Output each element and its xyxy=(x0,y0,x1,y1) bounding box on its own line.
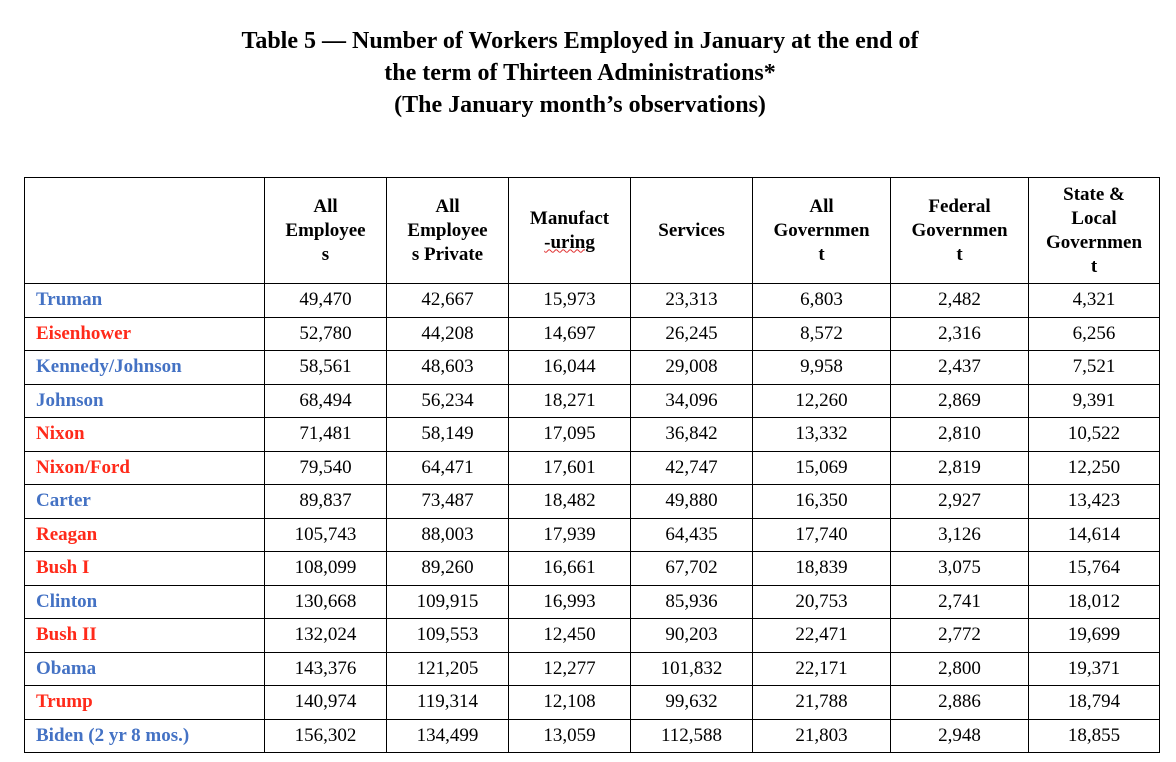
table-row xyxy=(25,384,1160,418)
header-all-gov-l2: Governmen xyxy=(773,219,870,241)
table-cell: 143,376 xyxy=(265,652,387,686)
table-cell: 67,702 xyxy=(631,552,753,586)
table-cell: 49,880 xyxy=(631,485,753,519)
table-cell: 58,149 xyxy=(387,418,509,452)
table-cell: 21,803 xyxy=(753,719,891,753)
table-cell: 2,482 xyxy=(891,284,1029,318)
table-cell: 52,780 xyxy=(265,317,387,351)
table-cell: 49,470 xyxy=(265,284,387,318)
table-cell: 13,332 xyxy=(753,418,891,452)
table-cell: 44,208 xyxy=(387,317,509,351)
administration-name: Clinton xyxy=(25,585,265,619)
header-all-employees-private xyxy=(387,178,509,284)
table-row xyxy=(25,518,1160,552)
table-cell: 2,819 xyxy=(891,451,1029,485)
table-cell: 134,499 xyxy=(387,719,509,753)
table-cell: 2,437 xyxy=(891,351,1029,385)
administration-name: Kennedy/Johnson xyxy=(25,351,265,385)
table-cell: 12,108 xyxy=(509,686,631,720)
table-cell: 132,024 xyxy=(265,619,387,653)
header-state-l1: State & xyxy=(1063,183,1125,205)
table-cell: 2,869 xyxy=(891,384,1029,418)
header-all-employees-l2: Employee xyxy=(285,219,366,241)
administration-name: Trump xyxy=(25,686,265,720)
table-cell: 2,810 xyxy=(891,418,1029,452)
table-cell: 17,601 xyxy=(509,451,631,485)
table-cell: 3,126 xyxy=(891,518,1029,552)
table-cell: 26,245 xyxy=(631,317,753,351)
table-body xyxy=(25,284,1160,753)
header-private-l3: s Private xyxy=(411,243,484,265)
table-cell: 89,837 xyxy=(265,485,387,519)
table-cell: 18,839 xyxy=(753,552,891,586)
table-row xyxy=(25,284,1160,318)
table-cell: 2,948 xyxy=(891,719,1029,753)
table-cell: 17,740 xyxy=(753,518,891,552)
table-cell: 13,423 xyxy=(1029,485,1160,519)
table-cell: 108,099 xyxy=(265,552,387,586)
table-row xyxy=(25,351,1160,385)
employment-table xyxy=(24,177,1160,753)
table-cell: 2,886 xyxy=(891,686,1029,720)
table-cell: 3,075 xyxy=(891,552,1029,586)
table-cell: 12,260 xyxy=(753,384,891,418)
table-cell: 22,171 xyxy=(753,652,891,686)
header-all-employees-l1: All xyxy=(313,195,338,217)
header-all-gov-l1: All xyxy=(809,195,834,217)
table-cell: 109,915 xyxy=(387,585,509,619)
table-cell: 21,788 xyxy=(753,686,891,720)
table-cell: 79,540 xyxy=(265,451,387,485)
header-federal-l2: Governmen xyxy=(911,219,1008,241)
table-cell: 2,741 xyxy=(891,585,1029,619)
table-cell: 15,764 xyxy=(1029,552,1160,586)
header-state-local-government xyxy=(1029,178,1160,284)
table-cell: 14,614 xyxy=(1029,518,1160,552)
table-cell: 2,927 xyxy=(891,485,1029,519)
table-cell: 12,277 xyxy=(509,652,631,686)
table-cell: 29,008 xyxy=(631,351,753,385)
table-cell: 19,699 xyxy=(1029,619,1160,653)
table-cell: 156,302 xyxy=(265,719,387,753)
table-cell: 9,958 xyxy=(753,351,891,385)
administration-name: Truman xyxy=(25,284,265,318)
header-manufacturing-l1: Manufact xyxy=(529,207,610,229)
table-cell: 18,271 xyxy=(509,384,631,418)
title-line-3: (The January month’s observations) xyxy=(394,92,766,118)
header-manufacturing-l2: -uring xyxy=(544,231,595,253)
table-cell: 105,743 xyxy=(265,518,387,552)
table-cell: 16,993 xyxy=(509,585,631,619)
table-cell: 56,234 xyxy=(387,384,509,418)
table-cell: 17,939 xyxy=(509,518,631,552)
header-state-l3: Governmen xyxy=(1045,231,1143,253)
table-row xyxy=(25,585,1160,619)
table-cell: 130,668 xyxy=(265,585,387,619)
header-administration xyxy=(25,178,265,284)
administration-name: Carter xyxy=(25,485,265,519)
header-services: Services xyxy=(631,178,753,284)
table-cell: 140,974 xyxy=(265,686,387,720)
table-cell: 109,553 xyxy=(387,619,509,653)
header-private-l1: All xyxy=(435,195,460,217)
table-cell: 18,012 xyxy=(1029,585,1160,619)
table-cell: 34,096 xyxy=(631,384,753,418)
table-row xyxy=(25,719,1160,753)
header-all-gov-l3: t xyxy=(818,243,825,265)
header-state-l4: t xyxy=(1090,255,1098,277)
table-cell: 22,471 xyxy=(753,619,891,653)
header-row xyxy=(25,178,1160,284)
table-cell: 16,044 xyxy=(509,351,631,385)
table-cell: 121,205 xyxy=(387,652,509,686)
table-cell: 88,003 xyxy=(387,518,509,552)
table-cell: 2,316 xyxy=(891,317,1029,351)
table-cell: 23,313 xyxy=(631,284,753,318)
table-cell: 2,800 xyxy=(891,652,1029,686)
header-private-l2: Employee xyxy=(407,219,488,241)
table-cell: 42,747 xyxy=(631,451,753,485)
administration-name: Nixon xyxy=(25,418,265,452)
table-cell: 20,753 xyxy=(753,585,891,619)
table-cell: 2,772 xyxy=(891,619,1029,653)
table-cell: 12,450 xyxy=(509,619,631,653)
header-all-employees xyxy=(265,178,387,284)
table-row xyxy=(25,418,1160,452)
administration-name: Johnson xyxy=(25,384,265,418)
table-cell: 10,522 xyxy=(1029,418,1160,452)
administration-name: Bush I xyxy=(25,552,265,586)
table-cell: 119,314 xyxy=(387,686,509,720)
administration-name: Reagan xyxy=(25,518,265,552)
table-row xyxy=(25,619,1160,653)
table-cell: 17,095 xyxy=(509,418,631,452)
table-cell: 99,632 xyxy=(631,686,753,720)
administration-name: Biden (2 yr 8 mos.) xyxy=(25,719,265,753)
table-cell: 89,260 xyxy=(387,552,509,586)
header-federal-l1: Federal xyxy=(928,195,991,217)
header-manufacturing xyxy=(509,178,631,284)
table-cell: 8,572 xyxy=(753,317,891,351)
table-cell: 6,803 xyxy=(753,284,891,318)
administration-name: Nixon/Ford xyxy=(25,451,265,485)
table-cell: 58,561 xyxy=(265,351,387,385)
administration-name: Bush II xyxy=(25,619,265,653)
table-cell: 90,203 xyxy=(631,619,753,653)
header-all-government xyxy=(753,178,891,284)
table-cell: 71,481 xyxy=(265,418,387,452)
administration-name: Eisenhower xyxy=(25,317,265,351)
table-cell: 64,471 xyxy=(387,451,509,485)
table-cell: 18,794 xyxy=(1029,686,1160,720)
table-cell: 42,667 xyxy=(387,284,509,318)
table-cell: 14,697 xyxy=(509,317,631,351)
header-all-employees-l3: s xyxy=(321,243,330,265)
table-row xyxy=(25,652,1160,686)
title-line-2: the term of Thirteen Administrations* xyxy=(384,60,776,86)
table-cell: 101,832 xyxy=(631,652,753,686)
table-cell: 4,321 xyxy=(1029,284,1160,318)
table-cell: 18,855 xyxy=(1029,719,1160,753)
table-cell: 15,973 xyxy=(509,284,631,318)
table-row xyxy=(25,686,1160,720)
table-cell: 16,661 xyxy=(509,552,631,586)
table-cell: 15,069 xyxy=(753,451,891,485)
table-cell: 112,588 xyxy=(631,719,753,753)
table-cell: 9,391 xyxy=(1029,384,1160,418)
table-cell: 48,603 xyxy=(387,351,509,385)
table-cell: 64,435 xyxy=(631,518,753,552)
table-cell: 68,494 xyxy=(265,384,387,418)
table-cell: 12,250 xyxy=(1029,451,1160,485)
administration-name: Obama xyxy=(25,652,265,686)
table-cell: 73,487 xyxy=(387,485,509,519)
table-title xyxy=(180,25,980,121)
table-row xyxy=(25,317,1160,351)
table-cell: 16,350 xyxy=(753,485,891,519)
table-row xyxy=(25,485,1160,519)
table-row xyxy=(25,552,1160,586)
table-cell: 13,059 xyxy=(509,719,631,753)
table-cell: 18,482 xyxy=(509,485,631,519)
header-federal-l3: t xyxy=(956,243,963,265)
table-cell: 7,521 xyxy=(1029,351,1160,385)
table-cell: 85,936 xyxy=(631,585,753,619)
header-federal-government xyxy=(891,178,1029,284)
header-state-l2: Local xyxy=(1071,207,1117,229)
title-line-1: Table 5 — Number of Workers Employed in January at the end of xyxy=(241,28,919,54)
table-cell: 36,842 xyxy=(631,418,753,452)
table-cell: 6,256 xyxy=(1029,317,1160,351)
table-cell: 19,371 xyxy=(1029,652,1160,686)
table-row xyxy=(25,451,1160,485)
